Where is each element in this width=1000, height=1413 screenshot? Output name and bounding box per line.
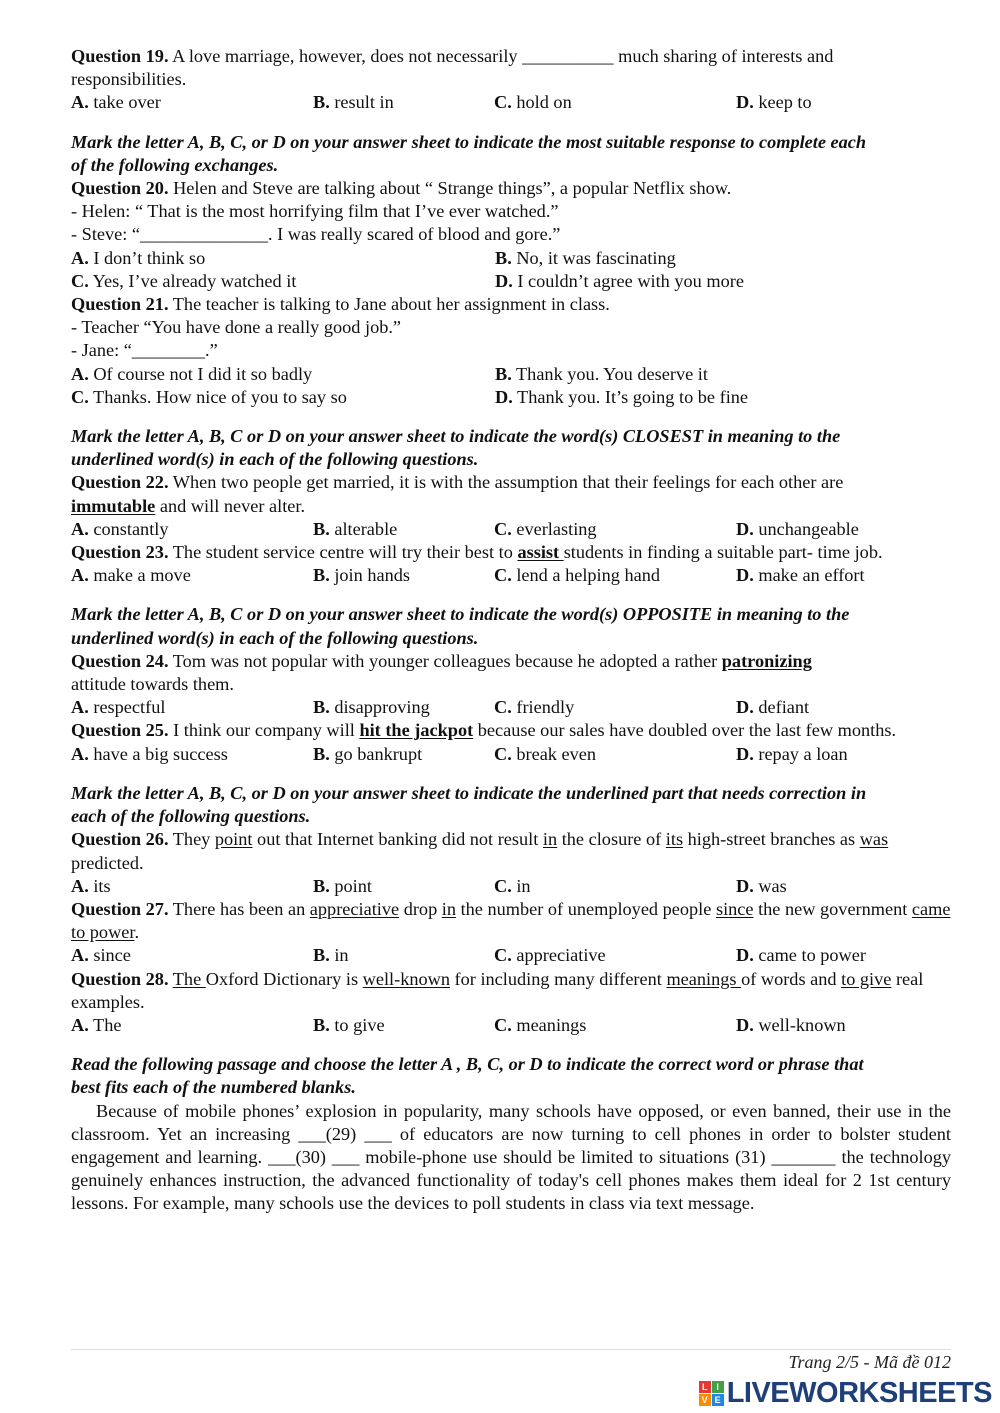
option-c[interactable]: C. appreciative — [494, 945, 606, 966]
option-c[interactable]: C. everlasting — [494, 518, 597, 539]
option-a[interactable]: A. constantly — [71, 518, 169, 539]
logo-letter: I — [712, 1381, 724, 1393]
question-label: Question 25. — [71, 720, 169, 741]
underlined-word: hit the jackpot — [359, 720, 474, 741]
answer-options — [71, 944, 951, 967]
question-label: Question 24. — [71, 650, 169, 671]
option-b[interactable]: B. in — [313, 945, 349, 966]
option-a[interactable]: A. have a big success — [71, 743, 228, 764]
logo-letter: L — [699, 1381, 711, 1393]
option-b[interactable]: B. go bankrupt — [313, 743, 423, 764]
question-label: Question 26. — [71, 829, 169, 850]
logo-letter: E — [712, 1394, 724, 1406]
option-b[interactable]: B. No, it was fascinating — [495, 247, 676, 268]
underlined-word: assist — [517, 542, 564, 563]
option-d[interactable]: D. was — [736, 875, 787, 896]
option-d[interactable]: D. unchangeable — [736, 518, 859, 539]
option-d[interactable]: D. came to power — [736, 945, 866, 966]
option-a[interactable]: A. make a move — [71, 565, 191, 586]
underlined-word: patronizing — [721, 650, 812, 671]
option-b[interactable]: B. to give — [313, 1014, 385, 1035]
option-d[interactable]: D. keep to — [736, 92, 812, 113]
liveworksheets-brand[interactable] — [699, 1377, 992, 1409]
dialogue-line: - Jane: “________.” — [71, 340, 218, 361]
question-label: Question 20. — [71, 178, 169, 199]
option-c[interactable]: C. Yes, I’ve already watched it — [71, 270, 297, 291]
dialogue-line: - Teacher “You have done a really good job.” — [71, 317, 402, 338]
underlined-word: immutable — [71, 495, 156, 516]
question-label: Question 27. — [71, 898, 169, 919]
underlined-part: was — [859, 829, 889, 850]
option-a[interactable]: A. Of course not I did it so badly — [71, 363, 313, 384]
option-a[interactable]: A. take over — [71, 92, 161, 113]
option-b[interactable]: B. Thank you. You deserve it — [495, 363, 708, 384]
underlined-part: appreciative — [309, 898, 400, 919]
section-instruction-opposite: Mark the letter A, B, C or D on your answer sheet to indicate the word(s) OPPOSITE in meaning to the underlined word(s) in each of the following questions. — [71, 604, 850, 648]
option-a[interactable]: A. I don’t think so — [71, 247, 206, 268]
option-b[interactable]: B. join hands — [313, 565, 410, 586]
footer-divider — [71, 1349, 951, 1350]
answer-options — [71, 696, 951, 719]
option-b[interactable]: B. alterable — [313, 518, 398, 539]
question-27: Question 27. There has been an appreciative drop in the number of unemployed people since the new government came to power. A. since B. in C. appreciative D. came to power — [71, 898, 951, 968]
underlined-part: its — [665, 829, 684, 850]
option-c[interactable]: C. Thanks. How nice of you to say so — [71, 386, 347, 407]
question-label: Question 28. — [71, 968, 169, 989]
option-a[interactable]: A. respectful — [71, 697, 166, 718]
page-number-footer: Trang 2/5 - Mã đề 012 — [788, 1352, 951, 1372]
question-24: Question 24. Tom was not popular with younger colleagues because he adopted a rather patronizing attitude towards them. A. respectful B. disapproving C. friendly D. defiant — [71, 650, 951, 720]
option-b[interactable]: B. disapproving — [313, 697, 430, 718]
question-28: Question 28. The Oxford Dictionary is well-known for including many different meanings of words and to give real examples. A. The B. to give C. meanings D. well-known — [71, 968, 951, 1038]
option-a[interactable]: A. its — [71, 875, 111, 896]
section-instruction-correction: Mark the letter A, B, C, or D on your answer sheet to indicate the underlined part that needs correction in each of the following questions. — [71, 782, 867, 827]
question-text: The teacher is talking to Jane about her assignment in class. — [168, 294, 610, 315]
question-label: Question 22. — [71, 472, 169, 493]
option-c[interactable]: C. in — [494, 875, 531, 896]
option-c[interactable]: C. friendly — [494, 697, 575, 718]
option-c[interactable]: C. lend a helping hand — [494, 565, 661, 586]
underlined-part: to give — [841, 968, 892, 989]
option-d[interactable]: D. well-known — [736, 1014, 846, 1035]
option-c[interactable]: C. meanings — [494, 1014, 587, 1035]
underlined-part: came to power — [71, 898, 951, 943]
underlined-part: in — [441, 898, 457, 919]
option-c[interactable]: C. hold on — [494, 92, 572, 113]
answer-options — [71, 875, 951, 898]
section-instruction-closest: Mark the letter A, B, C or D on your answer sheet to indicate the word(s) CLOSEST in meaning to the underlined word(s) in each of the following questions. — [71, 426, 841, 470]
answer-options — [71, 564, 951, 587]
underlined-part: The — [172, 968, 206, 989]
underlined-part: in — [542, 829, 558, 850]
question-text: Helen and Steve are talking about “ Strange things”, a popular Netflix show. — [168, 178, 732, 199]
option-b[interactable]: B. point — [313, 875, 372, 896]
question-23: Question 23. The student service centre will try their best to assist students in finding a suitable part- time job. A. make a move B. join hands C. lend a helping hand D. make an effort — [71, 541, 951, 587]
option-d[interactable]: D. repay a loan — [736, 743, 848, 764]
reading-passage: Because of mobile phones’ explosion in popularity, many schools have opposed, or even banned, their use in the classroom. Yet an increasing ___(29) ___ of educators are now turning to cell phones in order to bolster student engagement and learning. ___(30) ___ mobile-phone use should be limited to situations (31) _______ the technology genuinely enhances instruction, the advanced functionality of today's cell phones makes them ideal for 2 1st century lessons. For example, many schools use the devices to poll students in class via text message. — [71, 1100, 951, 1214]
answer-options — [71, 247, 951, 293]
underlined-part: point — [214, 829, 253, 850]
answer-options — [71, 1014, 951, 1037]
underlined-part: well-known — [362, 968, 450, 989]
option-b[interactable]: B. result in — [313, 92, 394, 113]
option-a[interactable]: A. The — [71, 1014, 122, 1035]
underlined-part: since — [715, 898, 754, 919]
dialogue-line: - Helen: “ That is the most horrifying film that I’ve ever watched.” — [71, 201, 559, 222]
brand-wordmark: LIVEWORKSHEETS — [726, 1376, 992, 1409]
answer-options — [71, 743, 951, 766]
question-25: Question 25. I think our company will hit the jackpot because our sales have doubled over the last few months. A. have a big success B. go bankrupt C. break even D. repay a loan — [71, 719, 951, 765]
question-26: Question 26. They point out that Internet banking did not result in the closure of its high-street branches as was predicted. A. its B. point C. in D. was — [71, 828, 951, 898]
answer-options — [71, 363, 951, 409]
answer-options — [71, 91, 951, 114]
option-d[interactable]: D. defiant — [736, 697, 810, 718]
question-label: Question 19. — [71, 46, 169, 66]
question-text: A love marriage, however, does not necessarily __________ much sharing of interests and responsibilities. — [71, 46, 834, 90]
dialogue-line: - Steve: “______________. I was really scared of blood and gore.” — [71, 224, 561, 245]
question-22: Question 22. When two people get married, it is with the assumption that their feelings for each other are immutable and will never alter. A. constantly B. alterable C. everlasting D. unchangeable — [71, 471, 951, 541]
question-label: Question 23. — [71, 542, 169, 563]
worksheet-page — [71, 45, 951, 1216]
question-20 — [71, 177, 951, 293]
logo-letter: V — [699, 1394, 711, 1406]
question-19 — [71, 45, 951, 115]
answer-options — [71, 518, 951, 541]
underlined-part: meanings — [666, 968, 742, 989]
section-instruction-exchanges: Mark the letter A, B, C, or D on your answer sheet to indicate the most suitable response to complete each of the following exchanges. — [71, 131, 867, 175]
option-d[interactable]: D. make an effort — [736, 565, 865, 586]
option-d[interactable]: D. Thank you. It’s going to be fine — [495, 386, 749, 407]
question-text: When two people get married, it is with the assumption that their feelings for each other are — [168, 472, 844, 493]
option-a[interactable]: A. since — [71, 945, 131, 966]
liveworksheets-logo-icon — [699, 1381, 724, 1406]
section-instruction-passage: Read the following passage and choose the letter A , B, C, or D to indicate the correct word or phrase that best fits each of the numbered blanks. — [71, 1054, 864, 1098]
option-c[interactable]: C. break even — [494, 743, 597, 764]
option-d[interactable]: D. I couldn’t agree with you more — [495, 270, 744, 291]
question-21 — [71, 293, 951, 409]
question-label: Question 21. — [71, 294, 169, 315]
